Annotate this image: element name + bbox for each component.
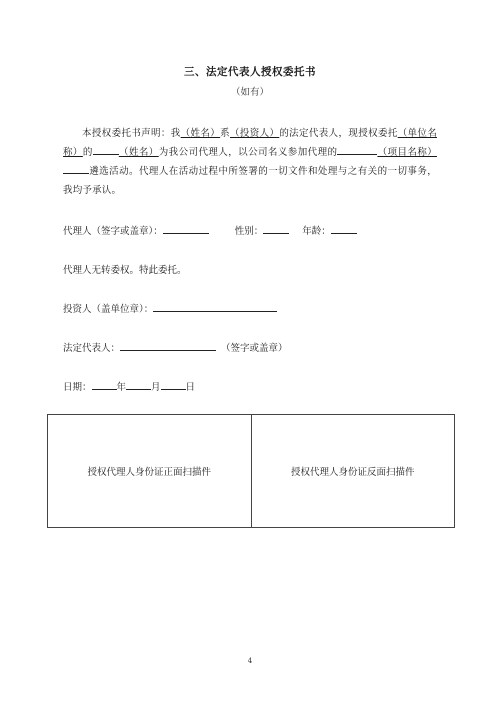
- month-label: 月: [151, 382, 161, 393]
- legal-rep-suffix: （签字或盖章）: [221, 343, 288, 354]
- page-number: 4: [247, 657, 253, 665]
- no-sublet-text: 代理人无转委权。特此委托。: [63, 265, 187, 276]
- legal-rep-line: [63, 340, 288, 354]
- gender-label: 性别：: [234, 226, 264, 237]
- project-blank[interactable]: [337, 144, 377, 155]
- id-card-scan-table: [47, 414, 455, 528]
- statement-text-6: 遴选活动。代理人在活动过程中所签署的一切文件和处理与之有关的一切事务，我均予承认。: [63, 166, 437, 196]
- agent-name-blank[interactable]: [93, 144, 119, 155]
- agent-label: 代理人（签字或盖章）：: [63, 226, 163, 237]
- date-line: [63, 379, 195, 393]
- statement-text-2: 系: [220, 128, 230, 139]
- unit-placeholder: （单位名称）: [63, 128, 437, 158]
- document-title: 三、法定代表人授权委托书: [184, 66, 316, 78]
- legal-rep-signature-blank[interactable]: [120, 340, 216, 351]
- investor-placeholder: （投资人）: [229, 128, 280, 139]
- statement-text-1: 本授权委托书声明：我: [82, 128, 181, 139]
- day-label: 日: [185, 382, 196, 393]
- name-placeholder: （姓名）: [180, 128, 221, 139]
- project-blank-2[interactable]: [63, 163, 89, 174]
- year-blank[interactable]: [92, 379, 117, 390]
- age-label: 年龄：: [302, 226, 331, 237]
- investor-seal-blank[interactable]: [153, 301, 277, 312]
- id-card-back-cell: 授权代理人身份证反面扫描件: [251, 415, 455, 527]
- statement-text-3: 的法定代表人，现授权委托: [279, 128, 398, 139]
- document-subtitle: （如有）: [230, 87, 269, 98]
- authorization-statement: [63, 124, 437, 200]
- statement-text-5: 为我公司代理人，以公司名义参加代理的: [158, 147, 338, 158]
- age-blank[interactable]: [331, 223, 357, 234]
- statement-text-4: 的: [82, 147, 93, 158]
- legal-rep-label: 法定代表人：: [63, 343, 121, 354]
- agent-line: [63, 223, 357, 237]
- year-label: 年: [116, 382, 127, 393]
- date-label: 日期：: [63, 382, 92, 393]
- day-blank[interactable]: [161, 379, 186, 390]
- investor-line: [63, 301, 277, 315]
- id-card-front-cell: 授权代理人身份证正面扫描件: [87, 467, 211, 478]
- investor-label: 投资人（盖单位章）：: [63, 304, 154, 315]
- agent-name-placeholder: （姓名）: [118, 147, 159, 158]
- month-blank[interactable]: [126, 379, 151, 390]
- agent-signature-blank[interactable]: [163, 223, 209, 234]
- gender-blank[interactable]: [263, 223, 289, 234]
- project-placeholder: （项目名称）: [377, 147, 437, 158]
